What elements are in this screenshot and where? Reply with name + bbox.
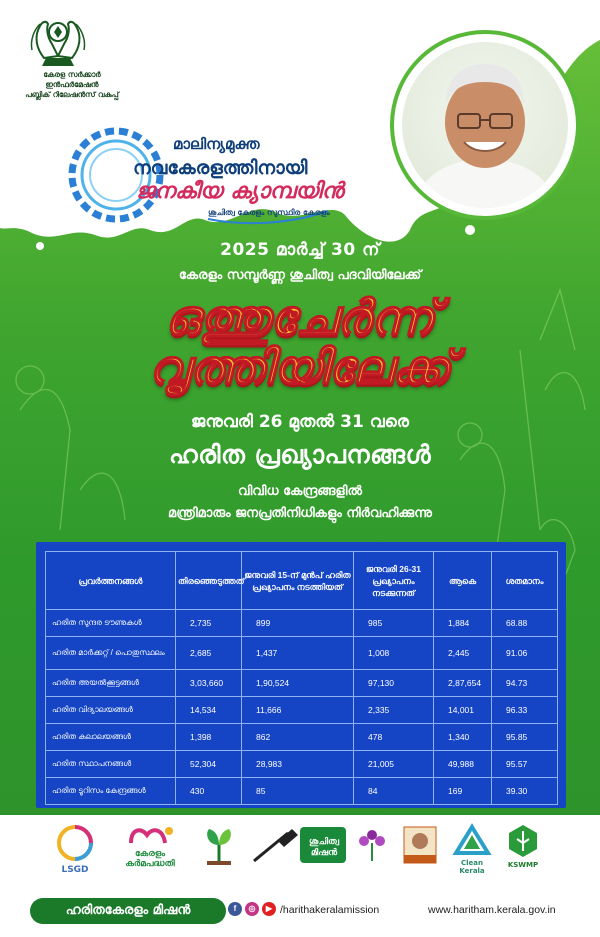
lsgd-logo xyxy=(50,823,100,875)
column-header: ജനുവരി 26-31 പ്രഖ്യാപനം നടക്കുന്നത് xyxy=(354,552,434,610)
govt-line: ഇൻഫർമേഷൻ xyxy=(45,80,99,89)
facebook-icon[interactable]: f xyxy=(228,902,242,916)
campaign-line-3: ജനകീയ ക്യാമ്പയിൻ xyxy=(136,179,344,204)
table-cell: ഹരിത അയൽക്കൂട്ടങ്ങൾ xyxy=(46,670,176,697)
table-cell: 94.73 xyxy=(492,670,558,697)
column-header: ആകെ xyxy=(434,552,492,610)
table-cell: 1,90,524 xyxy=(242,670,354,697)
table-cell: ഹരിത കലാലയങ്ങൾ xyxy=(46,724,176,751)
table-cell: 85 xyxy=(242,778,354,805)
table-cell: 95.85 xyxy=(492,724,558,751)
lsgd-ring-icon xyxy=(55,823,95,863)
kila-portrait-icon xyxy=(402,823,438,867)
table-cell: 1,008 xyxy=(354,637,434,670)
table-cell: ഹരിത ടൂറിസം കേന്ദ്രങ്ങൾ xyxy=(46,778,176,805)
date-heading: 2025 മാർച്ച് 30 ന് xyxy=(220,240,380,260)
table-cell: 91.06 xyxy=(492,637,558,670)
table-cell: 1,437 xyxy=(242,637,354,670)
table-cell: 95.57 xyxy=(492,751,558,778)
clean-kerala-triangle-icon xyxy=(452,823,492,857)
table-row xyxy=(46,610,558,637)
portrait-photo xyxy=(402,42,568,208)
instagram-icon[interactable]: ◎ xyxy=(245,902,259,916)
table-cell: 2,87,654 xyxy=(434,670,492,697)
campaign-line-2: നവകേരളത്തിനായി xyxy=(133,157,308,179)
clean-kerala-label: Clean Kerala xyxy=(459,859,485,875)
table-cell: 49,988 xyxy=(434,751,492,778)
column-header: ശതമാനം xyxy=(492,552,558,610)
table-cell: 3,03,660 xyxy=(176,670,242,697)
column-header: പ്രവർത്തനങ്ങൾ xyxy=(46,552,176,610)
kswmp-logo xyxy=(500,823,546,869)
nava-kerala-icon xyxy=(125,823,175,847)
kswmp-leaf-icon xyxy=(503,823,543,859)
subtitle: കേരളം സമ്പൂർണ്ണ ശുചിത്വ പദവിയിലേക്ക് xyxy=(178,268,422,283)
table-cell: 84 xyxy=(354,778,434,805)
table-row xyxy=(46,724,558,751)
website-link[interactable]: www.haritham.kerala.gov.in xyxy=(428,904,556,916)
portrait-frame xyxy=(390,30,580,220)
table-cell: 2,335 xyxy=(354,697,434,724)
kudumbashree-logo xyxy=(352,823,392,869)
table-cell: ഹരിത സുന്ദര ടൗണുകൾ xyxy=(46,610,176,637)
headline-2: വൃത്തിയിലേക്ക് xyxy=(148,340,452,394)
table-cell: 14,001 xyxy=(434,697,492,724)
table-cell: 2,735 xyxy=(176,610,242,637)
campaign-line-1: മാലിന്യമുക്ത xyxy=(173,135,260,153)
kswmp-label: KSWMP xyxy=(507,861,539,869)
suchitwa-label: ശുചിത്വ മിഷൻ xyxy=(308,837,340,858)
table-cell: 28,983 xyxy=(242,751,354,778)
table-cell: 985 xyxy=(354,610,434,637)
table-row xyxy=(46,697,558,724)
govt-department-text xyxy=(12,70,132,100)
table-cell: 2,445 xyxy=(434,637,492,670)
sprout-icon xyxy=(199,823,239,867)
footer xyxy=(0,887,600,937)
campaign-line-4: ശുചിത്വ കേരളം സുസ്ഥിര കേരളം xyxy=(208,208,330,217)
table-cell: 52,304 xyxy=(176,751,242,778)
table-row xyxy=(46,670,558,697)
kerala-karmapadhathi-logo xyxy=(115,823,185,869)
table-cell: 39.30 xyxy=(492,778,558,805)
declarations-title: ഹരിത പ്രഖ്യാപനങ്ങൾ xyxy=(168,440,432,469)
table-cell: 169 xyxy=(434,778,492,805)
table-cell: 2,685 xyxy=(176,637,242,670)
social-handle-link[interactable]: /harithakeralamission xyxy=(280,904,380,916)
govt-line: പബ്ലിക് റിലേഷൻസ് വകുപ്പ് xyxy=(25,90,119,99)
haritha-keralam-logo xyxy=(196,823,242,869)
table-row xyxy=(46,751,558,778)
table-cell: 21,005 xyxy=(354,751,434,778)
partner-logos-strip xyxy=(0,815,600,887)
clean-kerala-logo xyxy=(448,823,496,875)
table-cell: 862 xyxy=(242,724,354,751)
lsgd-label: LSGD xyxy=(61,865,89,875)
stats-table-panel xyxy=(36,542,566,808)
table-cell: 11,666 xyxy=(242,697,354,724)
social-icons xyxy=(228,902,276,916)
column-header: ജനുവരി 15-ന് മുൻപ് ഹരിത പ്രഖ്യാപനം നടത്തിയത് xyxy=(242,552,354,610)
centres-text: വിവിധ കേന്ദ്രങ്ങളിൽ xyxy=(238,484,362,499)
youtube-icon[interactable]: ▶ xyxy=(262,902,276,916)
table-cell: 97,130 xyxy=(354,670,434,697)
ministers-text: മന്ത്രിമാരും ജനപ്രതിനിധികളും നിർവഹിക്കുന്നു xyxy=(168,506,432,521)
campaign-logo xyxy=(58,115,358,240)
govt-line: കേരള സർക്കാർ xyxy=(43,70,101,79)
table-cell: 899 xyxy=(242,610,354,637)
table-cell: 1,884 xyxy=(434,610,492,637)
kila-logo xyxy=(400,823,440,869)
person-portrait-icon xyxy=(402,42,568,208)
table-cell: ഹരിത മാർക്കറ്റ് / പൊതുസ്ഥലം xyxy=(46,637,176,670)
suchitwa-mission-logo xyxy=(248,823,348,869)
table-cell: 430 xyxy=(176,778,242,805)
headline-1: ഒത്തുചേർന്ന് xyxy=(164,290,435,346)
kudumbashree-flower-icon xyxy=(354,823,390,867)
table-row xyxy=(46,637,558,670)
table-cell: 96.33 xyxy=(492,697,558,724)
stats-table xyxy=(45,551,558,805)
table-cell: ഹരിത സ്ഥാപനങ്ങൾ xyxy=(46,751,176,778)
table-cell: 14,534 xyxy=(176,697,242,724)
table-cell: 478 xyxy=(354,724,434,751)
table-cell: 1,340 xyxy=(434,724,492,751)
mission-name-pill: ഹരിതകേരളം മിഷൻ xyxy=(30,898,226,924)
karmapadhathi-label: കേരളം കർമപദ്ധതി xyxy=(125,849,175,869)
table-cell: 68.88 xyxy=(492,610,558,637)
kerala-emblem-icon xyxy=(22,8,94,70)
column-header: തിരഞ്ഞെടുത്തത് xyxy=(176,552,242,610)
table-header-row xyxy=(46,552,558,610)
date-range-text: ജനുവരി 26 മുതൽ 31 വരെ xyxy=(191,412,409,432)
table-cell: 1,398 xyxy=(176,724,242,751)
table-row xyxy=(46,778,558,805)
table-cell: ഹരിത വിദ്യാലയങ്ങൾ xyxy=(46,697,176,724)
